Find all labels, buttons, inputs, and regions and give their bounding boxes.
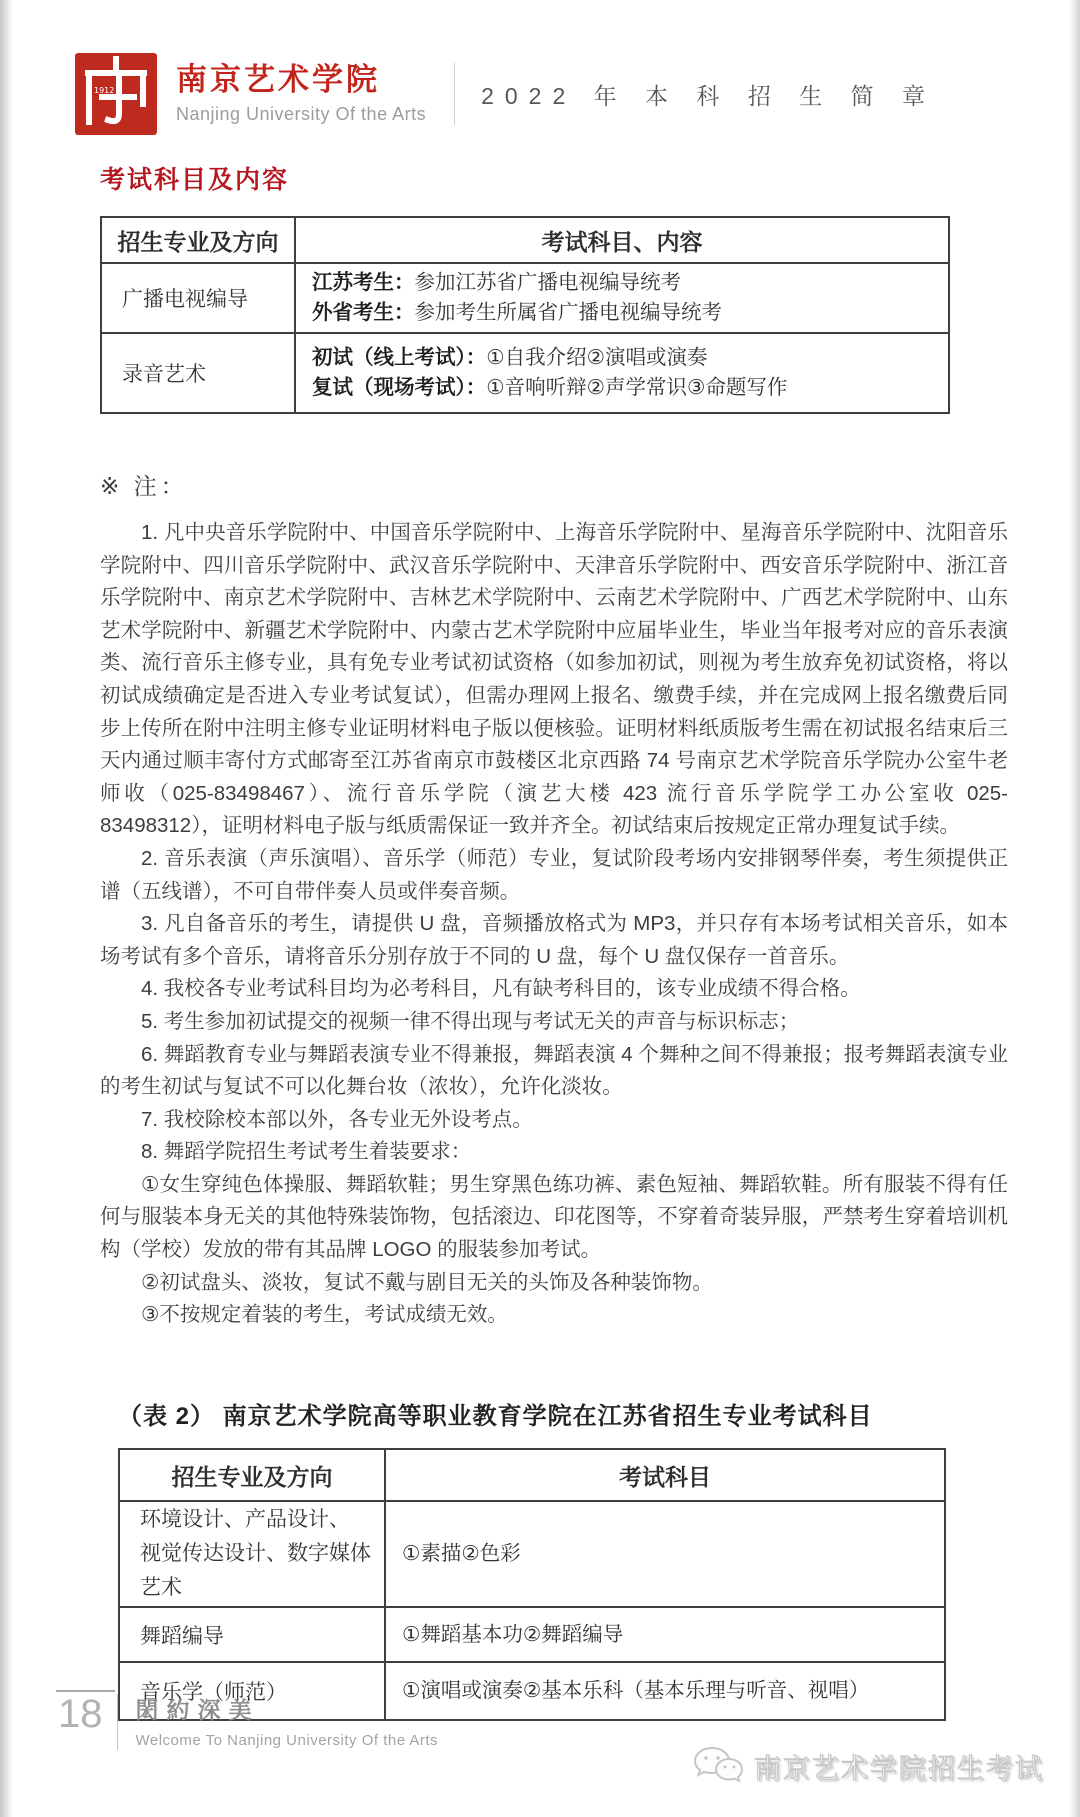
subject-text: ①自我介绍②演唱或演奏 — [486, 346, 708, 369]
subject-text: 参加江苏省广播电视编导统考 — [414, 271, 681, 294]
table2-caption: （表 2） 南京艺术学院高等职业教育学院在江苏省招生专业考试科目 — [118, 1403, 873, 1430]
subject-line — [312, 373, 947, 403]
major-cell: 音乐学（师范） — [119, 1662, 385, 1720]
note-paragraph: 8. 舞蹈学院招生考试考生着装要求： — [141, 1140, 472, 1164]
table-row — [101, 263, 949, 333]
subjects-cell — [295, 333, 949, 413]
note-paragraph: 5. 考生参加初试提交的视频一律不得出现与考试无关的声音与标识标志； — [141, 1009, 800, 1033]
subject-lead: 外省考生： — [312, 301, 415, 324]
major-line: 视觉传达设计、数字媒体艺术 — [140, 1542, 371, 1599]
note-paragraph: 2. 音乐表演（声乐演唱）、音乐学（师范）专业，复试阶段考场内安排钢琴伴奏，考生须提供正谱（五线谱），不可自带伴奏人员或伴奏音频。 — [100, 846, 1008, 903]
major-line: 环境设计、产品设计、 — [140, 1508, 350, 1531]
table-header-row — [101, 217, 949, 263]
subject-line: ①素描②色彩 — [402, 1542, 521, 1565]
notes-section — [100, 468, 1008, 1332]
page-left-shadow — [0, 0, 13, 1817]
column-header-subjects: 考试科目、内容 — [295, 217, 949, 263]
table-row — [119, 1501, 945, 1607]
section-title: 考试科目及内容 — [100, 166, 290, 194]
brand-name-cn: 南京艺术学院 — [176, 62, 380, 98]
note-paragraph: ③不按规定着装的考生，考试成绩无效。 — [141, 1303, 508, 1327]
logo-year: 1912 — [94, 86, 115, 95]
subject-line: ①演唱或演奏②基本乐科（基本乐理与听音、视唱） — [402, 1679, 870, 1702]
footer-motto-block — [136, 1690, 439, 1749]
note-paragraph: ①女生穿纯色体操服、舞蹈软鞋；男生穿黑色练功裤、素色短袖、舞蹈软鞋。所有服装不得有任何与服装本身无关的其他特殊装饰物，包括滚边、印花图等，不穿着奇装异服，严禁考生穿着培训机构（学校）发放的带有其品牌 LOGO 的服装参加考试。 — [100, 1172, 1008, 1262]
subjects-cell — [385, 1501, 945, 1607]
subject-text: ①音响听辩②声学常识③命题写作 — [486, 376, 788, 399]
subject-lead: 初试（线上考试）： — [312, 346, 487, 369]
subject-line — [312, 298, 947, 328]
page-right-shadow — [1069, 0, 1080, 1817]
table-row — [101, 333, 949, 413]
notes-label: ※ 注： — [100, 473, 188, 499]
note-paragraph: ②初试盘头、淡妆，复试不戴与剧目无关的头饰及各种装饰物。 — [141, 1270, 713, 1294]
page-footer — [56, 1690, 438, 1750]
wechat-icon — [692, 1745, 744, 1787]
doc-title: 2022 年 本 科 招 生 简 章 — [481, 82, 936, 109]
wechat-banner — [692, 1745, 1044, 1787]
welcome-text: Welcome To Nanjing University Of the Arts — [135, 1732, 439, 1749]
footer-divider — [117, 1694, 118, 1750]
column-header-subjects: 考试科目 — [385, 1449, 945, 1501]
major-cell — [119, 1501, 385, 1607]
subject-line — [312, 343, 947, 373]
note-paragraph: 3. 凡自备音乐的考生，请提供 U 盘，音频播放格式为 MP3，并只存有本场考试相关音乐，如本场考试有多个音乐，请将音乐分别存放于不同的 U 盘，每个 U 盘仅保存一首音乐。 — [100, 912, 1008, 968]
subjects-cell — [385, 1607, 945, 1662]
page-number: 18 — [56, 1690, 115, 1738]
header-divider — [454, 63, 455, 125]
subject-lead: 复试（现场考试）： — [312, 376, 487, 399]
subjects-cell — [295, 263, 949, 333]
note-paragraph: 7. 我校除校本部以外，各专业无外设考点。 — [141, 1107, 533, 1131]
subject-lead: 江苏考生： — [312, 271, 415, 294]
brand-name-en: Nanjing University Of the Arts — [176, 103, 427, 124]
major-cell: 舞蹈编导 — [119, 1607, 385, 1662]
column-header-major: 招生专业及方向 — [119, 1449, 385, 1501]
subjects-cell — [385, 1662, 945, 1720]
wechat-label: 南京艺术学院招生考试 — [754, 1753, 1044, 1784]
motto-text: 閎約深美 — [135, 1698, 260, 1723]
table-row — [119, 1607, 945, 1662]
subject-text: 参加考生所属省广播电视编导统考 — [414, 301, 722, 324]
note-paragraph: 1. 凡中央音乐学院附中、中国音乐学院附中、上海音乐学院附中、星海音乐学院附中、沈阳音乐学院附中、四川音乐学院附中、武汉音乐学院附中、天津音乐学院附中、西安音乐学院附中、浙江音乐学院附中、南京艺术学院附中、吉林艺术学院附中、云南艺术学院附中、广西艺术学院附中、山东艺术学院附中、新疆艺术学院附中、内蒙古艺术学院附中应届毕业生，毕业当年报考对应的音乐表演类、流行音乐主修专业，具有免专业考试初试资格（如参加初试，则视为考生放弃免初试资格，将以初试成绩确定是否进入专业考试复试），但需办理网上报名、缴费手续，并在完成网上报名缴费后同步上传所在附中注明主修专业证明材料电子版以便核验。证明材料纸质版考生需在初试报名结束后三天内通过顺丰寄付方式邮寄至江苏省南京市鼓楼区北京西路 74 号南京艺术学院音乐学院办公室牛老师收（025-83498467）、流行音乐学院（演艺大楼 423 流行音乐学院学工办公室收 025-83498312），证明材料电子版与纸质需保证一致并齐全。初试结束后按规定正常办理复试手续。 — [100, 521, 1008, 838]
brand-block — [176, 63, 426, 124]
university-seal-logo-icon — [74, 52, 158, 136]
column-header-major: 招生专业及方向 — [101, 217, 295, 263]
vocational-college-table — [118, 1448, 946, 1721]
subject-line: ①舞蹈基本功②舞蹈编导 — [402, 1622, 624, 1646]
table-header-row — [119, 1449, 945, 1501]
exam-subjects-table — [100, 216, 950, 414]
major-cell: 录音艺术 — [101, 333, 295, 413]
major-cell: 广播电视编导 — [101, 263, 295, 333]
subject-line — [312, 268, 947, 298]
note-paragraph: 6. 舞蹈教育专业与舞蹈表演专业不得兼报，舞蹈表演 4 个舞种之间不得兼报；报考舞蹈表演专业的考生初试与复试不可以化舞台妆（浓妆），允许化淡妆。 — [100, 1042, 1008, 1099]
note-paragraph: 4. 我校各专业考试科目均为必考科目，凡有缺考科目的，该专业成绩不得合格。 — [141, 977, 861, 1001]
page-header — [74, 52, 936, 136]
